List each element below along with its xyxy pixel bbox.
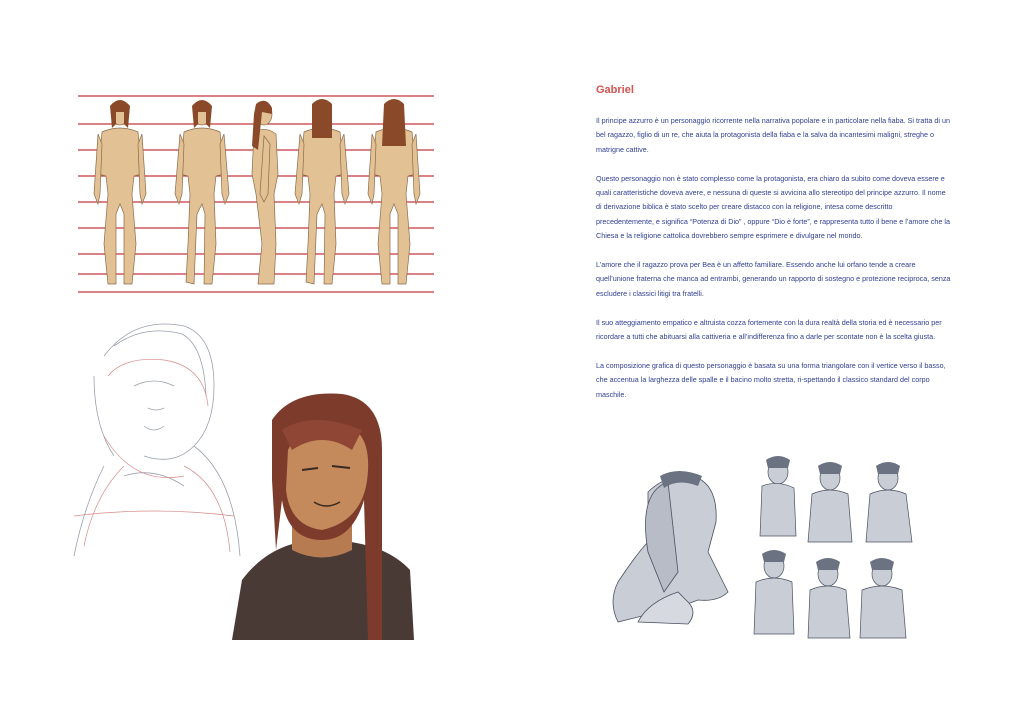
character-turnaround-illustration (78, 94, 434, 296)
right-page (512, 0, 1024, 724)
paragraph: Il principe azzurro è un personaggio ricorrente nella narrativa popolare e in particolare nella fiaba. Si tratta di un bel ragazzo, figlio di un re, che aiuta la protagonista della fiaba e la salva da incantesimi maligni, streghe o matrigne cattive. (596, 116, 950, 154)
character-name-heading: Gabriel (596, 84, 634, 96)
paragraph: La composizione grafica di questo personaggio è basata su una forma triangolare con il vertice verso il basso, che accentua la larghezza delle spalle e il bacino molto stretta, ri-spettando il classico standard del corpo maschile. (596, 360, 946, 399)
color-portrait-illustration (232, 390, 414, 640)
pencil-sketch-illustration (64, 316, 248, 560)
paragraph: L’amore che il ragazzo prova per Bea è un affetto familiare. Essendo anche lui orfano tende a creare quell’unione fraterna che manca ad entrambi, generando un rapporto di sostegno e protezione reciproca, senza escludere i classici litigi tra fratelli. (596, 260, 951, 298)
description-text (596, 114, 952, 416)
expression-sketches-illustration (608, 452, 948, 640)
paragraph: Il suo atteggiamento empatico e altruista cozza fortemente con la dura realtà della storia ed è necessario per ricordare a tutti che abituarsi alla cattiveria e all’indifferenza fino a darle per scontate non è la scelta giusta. (596, 317, 942, 342)
paragraph: Questo personaggio non è stato complesso come la protagonista, era chiaro da subito come doveva essere e quali caratteristiche doveva avere, e nessuna di queste si avvicina allo stereotipo del principe azzurro. Il nome di derivazione biblica è stato scelto per creare distacco con la religione, intesa come descritto precedentemente, e significa “Potenza di Dio” , oppure “Dio è forte”, e rappresenta tutto il bene e l’amore che la Chiesa e la religione cattolica dovrebbero sempre esprimere e divulgare nel mondo. (596, 173, 950, 241)
